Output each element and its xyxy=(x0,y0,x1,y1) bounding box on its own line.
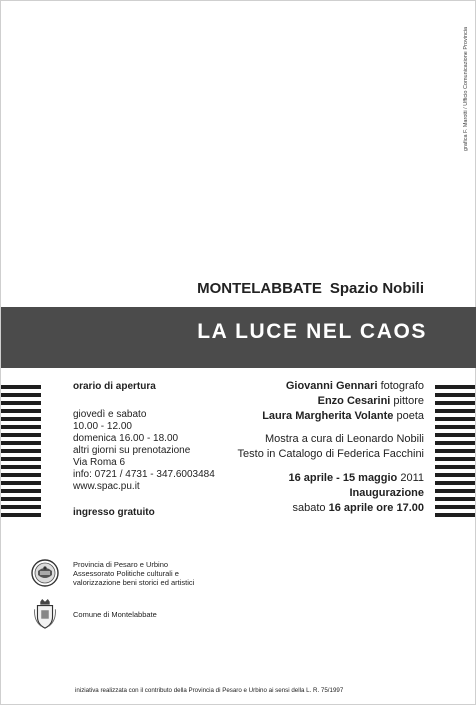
stripe xyxy=(1,401,41,405)
stripe xyxy=(435,505,475,509)
stripe xyxy=(435,409,475,413)
artist-role: pittore xyxy=(393,395,424,407)
curator-block xyxy=(238,432,424,462)
footer-note: iniziativa realizzata con il contributo della Provincia di Pesaro e Urbino ai sensi della L. R. 75/1997 xyxy=(75,687,344,694)
stripe xyxy=(1,433,41,437)
catalog-line: Testo in Catalogo di Federica Facchini xyxy=(237,448,424,460)
stripe xyxy=(435,473,475,477)
left-stripes xyxy=(1,385,41,521)
curator-line: Mostra a cura di Leonardo Nobili xyxy=(265,433,424,445)
stripe xyxy=(1,441,41,445)
address-line: Via Roma 6 xyxy=(73,457,126,468)
artist-name: Enzo Cesarini xyxy=(317,395,391,407)
stripe xyxy=(1,449,41,453)
hours-line: giovedì e sabato xyxy=(73,409,147,420)
website-link[interactable]: www.spac.pu.it xyxy=(73,481,140,492)
stripe xyxy=(435,433,475,437)
venue-heading xyxy=(197,280,424,297)
stripe xyxy=(1,505,41,509)
opening-hours-heading: orario di apertura xyxy=(73,381,156,392)
stripe xyxy=(435,441,475,445)
stripe xyxy=(1,385,41,389)
opening-label-text: Inaugurazione xyxy=(349,487,424,499)
comune-coat-of-arms-icon xyxy=(31,598,59,630)
hours-line: 10.00 - 12.00 xyxy=(73,421,132,432)
artist-row xyxy=(238,394,424,409)
stripe xyxy=(1,417,41,421)
artist-row xyxy=(238,379,424,394)
exhibition-details xyxy=(238,379,424,516)
artist-name: Giovanni Gennari xyxy=(285,380,378,392)
stripe xyxy=(435,489,475,493)
stripe xyxy=(435,385,475,389)
opening-info xyxy=(73,381,243,519)
comune-text: Comune di Montelabbate xyxy=(73,609,157,619)
stripe xyxy=(435,465,475,469)
stripe xyxy=(1,409,41,413)
venue-place: MONTELABBATE xyxy=(197,280,322,297)
artist-role: poeta xyxy=(396,410,424,422)
admission-note: ingresso gratuito xyxy=(73,507,155,518)
province-line: Provincia di Pesaro e Urbino xyxy=(73,559,169,569)
stripe xyxy=(1,465,41,469)
title-band xyxy=(1,307,476,368)
exhibition-title: LA LUCE NEL CAOS xyxy=(197,320,427,343)
date-year: 2011 xyxy=(400,472,424,484)
stripe xyxy=(435,449,475,453)
stripe xyxy=(435,457,475,461)
province-line: valorizzazione beni storici ed artistici xyxy=(73,577,195,587)
right-stripes xyxy=(435,385,475,521)
stripe xyxy=(1,393,41,397)
province-line: Assessorato Politiche culturali e xyxy=(73,568,179,578)
province-emblem-icon xyxy=(31,559,59,587)
province-logo-row xyxy=(31,559,194,587)
province-text xyxy=(73,560,194,587)
stripe xyxy=(435,497,475,501)
stripe xyxy=(1,473,41,477)
opening-label xyxy=(238,486,424,501)
date-range-bold: 16 aprile - 15 maggio xyxy=(288,472,398,484)
hours-line: altri giorni su prenotazione xyxy=(73,445,191,456)
stripe xyxy=(435,417,475,421)
stripe xyxy=(435,513,475,517)
opening-date xyxy=(238,501,424,516)
stripe xyxy=(1,457,41,461)
dates-block xyxy=(238,471,424,516)
artist-name: Laura Margherita Volante xyxy=(262,410,394,422)
stripe xyxy=(435,393,475,397)
opening-date-bold: 16 aprile ore 17.00 xyxy=(328,502,424,514)
phone-line: info: 0721 / 4731 - 347.6003484 xyxy=(73,469,215,480)
artist-role: fotografo xyxy=(380,380,424,392)
stripe xyxy=(1,497,41,501)
stripe xyxy=(1,481,41,485)
stripe xyxy=(1,489,41,493)
comune-logo-row xyxy=(31,598,157,630)
design-credit: grafica F. Marotti / Ufficio Comunicazione Provincia xyxy=(463,26,469,151)
stripe xyxy=(435,481,475,485)
stripe xyxy=(435,425,475,429)
opening-day: sabato xyxy=(292,502,326,514)
venue-space: Spazio Nobili xyxy=(329,280,424,297)
date-range xyxy=(238,471,424,486)
stripe xyxy=(435,401,475,405)
stripe xyxy=(1,513,41,517)
stripe xyxy=(1,425,41,429)
hours-line: domenica 16.00 - 18.00 xyxy=(73,433,179,444)
artist-row xyxy=(238,409,424,424)
